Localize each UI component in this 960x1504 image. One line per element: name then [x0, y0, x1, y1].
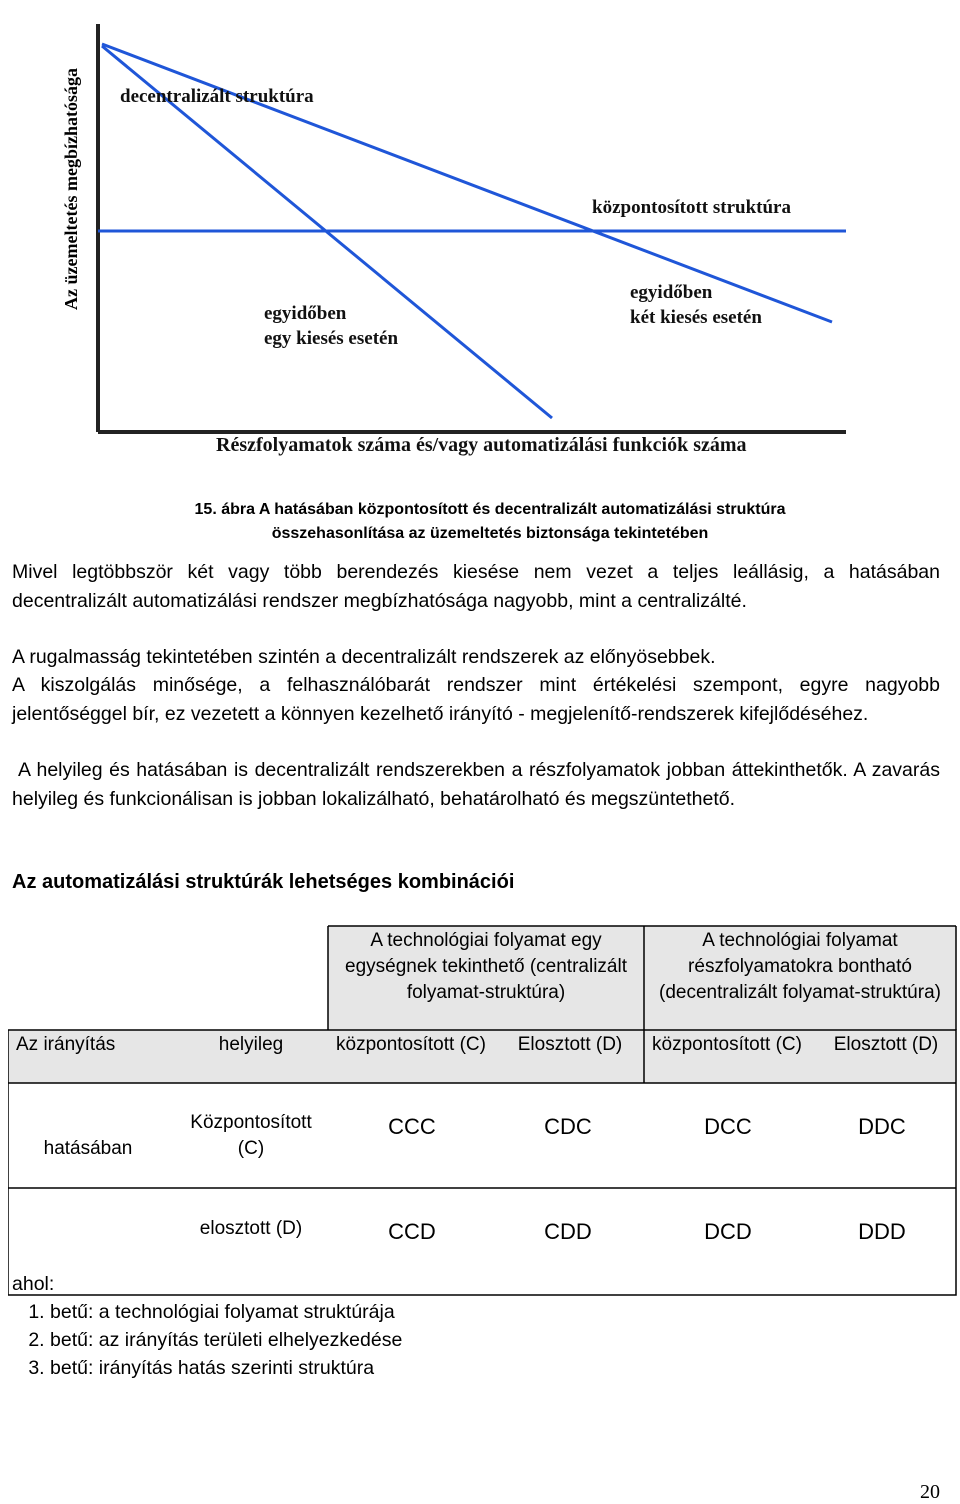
combo-ddc: DDC — [858, 1114, 906, 1139]
paragraph-flexibility: A rugalmasság tekintetében szintén a decentralizált rendszerek az előnyösebbek. — [12, 646, 716, 668]
effect-label: hatásában — [43, 1138, 133, 1159]
group-header-decentralized: A technológiai folyamat részfolyamatokra bontható (decentralizált folyamat-struktúra) — [659, 930, 941, 1003]
col-central-1: központosított (C) — [336, 1034, 486, 1055]
combo-cdc: CDC — [544, 1114, 592, 1139]
y-axis-label: Az üzemeltetés megbízhatósága — [61, 68, 81, 310]
combo-ccc: CCC — [388, 1114, 436, 1139]
single-failure-label-2: egy kiesés esetén — [264, 328, 399, 349]
legend-intro: ahol: — [12, 1273, 55, 1295]
legend-list — [12, 1298, 402, 1382]
reliability-diagram — [52, 8, 900, 490]
x-axis-label: Részfolyamatok száma és/vagy automatizálási funkciók száma — [216, 434, 747, 456]
combo-ddd: DDD — [858, 1219, 906, 1244]
figure-caption — [60, 498, 920, 546]
double-failure-label-1: egyidőben — [630, 282, 713, 303]
effect-central: Központosított (C) — [190, 1112, 312, 1159]
row-header-control: Az irányítás — [16, 1034, 116, 1055]
col-distributed-2: Elosztott (D) — [833, 1034, 939, 1055]
group-header-centralized: A technológiai folyamat egy egységnek tekinthető (centralizált folyamat-struktúra) — [345, 930, 627, 1003]
row-header-locally: helyileg — [218, 1034, 284, 1055]
reliability-figure — [52, 8, 900, 490]
col-distributed-1: Elosztott (D) — [517, 1034, 623, 1055]
page-number: 20 — [920, 1481, 940, 1503]
centralized-label: központosított struktúra — [592, 197, 791, 218]
paragraph-service-quality: A kiszolgálás minősége, a felhasználóbarát rendszer mint értékelési szempont, egyre nagyobb jelentőséggel bír, ez vezetett a könnyen kezelhető irányító - megjelenítő-rendszerek kifejlődéséhez. — [12, 674, 940, 725]
caption-line-2: összehasonlítása az üzemeltetés biztonsága tekintetében — [271, 525, 709, 542]
caption-line-1: 15. ábra A hatásában központosított és decentralizált automatizálási struktúra — [194, 501, 786, 518]
legend — [12, 1270, 402, 1382]
legend-item: 1. betű: a technológiai folyamat struktúrája — [50, 1298, 402, 1326]
decentralized-label: decentralizált struktúra — [120, 86, 314, 107]
combination-table — [8, 924, 958, 1296]
effect-distributed: elosztott (D) — [199, 1218, 303, 1239]
combo-cdd: CDD — [544, 1219, 592, 1244]
legend-item: 3. betű: irányítás hatás szerinti struktúra — [50, 1354, 402, 1382]
combo-dcc: DCC — [704, 1114, 752, 1139]
legend-item: 2. betű: az irányítás területi elhelyezkedése — [50, 1326, 402, 1354]
single-failure-label-1: egyidőben — [264, 303, 347, 324]
paragraph-reliability: Mivel legtöbbször két vagy több berendezés kiesése nem vezet a teljes leállásig, a hatásában decentralizált automatizálási rendszer megbízhatósága nagyobb, mint a centralizálté. — [12, 561, 940, 612]
double-failure-label-2: két kiesés esetén — [630, 307, 762, 328]
col-central-2: központosított (C) — [652, 1034, 802, 1055]
combo-ccd: CCD — [388, 1219, 436, 1244]
paragraph-overview: A helyileg és hatásában is decentralizált rendszerekben a részfolyamatok jobban áttekinthetők. A zavarás helyileg és funkcionálisan is jobban lokalizálható, behatárolható és megszüntethető. — [12, 759, 940, 810]
combo-dcd: DCD — [704, 1219, 752, 1244]
section-title: Az automatizálási struktúrák lehetséges kombinációi — [12, 871, 515, 893]
